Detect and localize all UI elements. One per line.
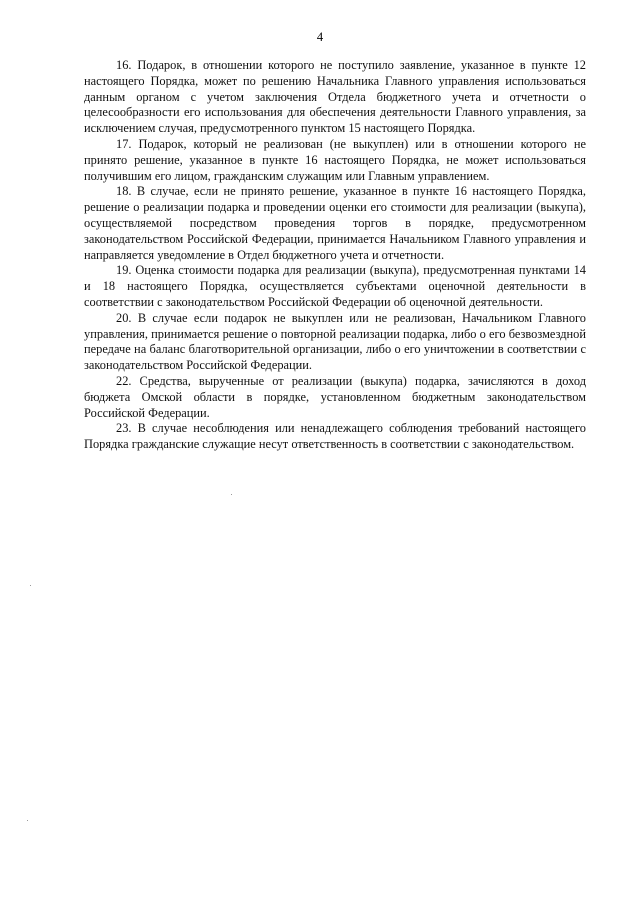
paragraph-22: 22. Средства, вырученные от реализации (выкупа) подарка, зачисляются в доход бюджета Омской области в порядке, установленном бюджетным законодательством Российской Федерации. <box>84 373 586 420</box>
scan-speck <box>30 585 31 586</box>
page-number: 4 <box>316 30 324 44</box>
scan-speck <box>27 820 28 821</box>
document-body <box>84 58 586 453</box>
paragraph-17: 17. Подарок, который не реализован (не выкуплен) или в отношении которого не принято решение, указанное в пункте 16 настоящего Порядка, не может использоваться получившим его лицом, гражданским служащим или Главным управлением. <box>84 136 586 183</box>
scan-speck <box>231 494 232 495</box>
paragraph-19: 19. Оценка стоимости подарка для реализации (выкупа), предусмотренная пунктами 14 и 18 настоящего Порядка, осуществляется субъектами оценочной деятельности в соответствии с законодательством Российской Федерации об оценочной деятельности. <box>84 263 586 309</box>
paragraph-20: 20. В случае если подарок не выкуплен или не реализован, Начальником Главного управления, принимается решение о повторной реализации подарка, либо о его безвозмездной передаче на баланс благотворительной организации, либо о его уничтожении в соответствии с законодательством Российской Федерации. <box>84 310 586 373</box>
paragraph-18: 18. В случае, если не принято решение, указанное в пункте 16 настоящего Порядка, решение о реализации подарка и проведении оценки его стоимости для реализации (выкупа), осуществляемой посредством проведения торгов в порядке, предусмотренном законодательством Российской Федерации, принимается Начальником Главного управления и направляется уведомление в Отдел бюджетного учета и отчетности. <box>84 184 586 262</box>
paragraph-16: 16. Подарок, в отношении которого не поступило заявление, указанное в пункте 12 настоящего Порядка, может по решению Начальника Главного управления использоваться данным органом с учетом заключения Отдела бюджетного учета и отчетности о целесообразности его использования для обеспечения деятельности Главного управления, за исключением случая, предусмотренного пунктом 15 настоящего Порядка. <box>84 58 586 136</box>
paragraph-23: 23. В случае несоблюдения или ненадлежащего соблюдения требований настоящего Порядка гражданские служащие несут ответственность в соответствии с законодательством. <box>84 421 586 452</box>
